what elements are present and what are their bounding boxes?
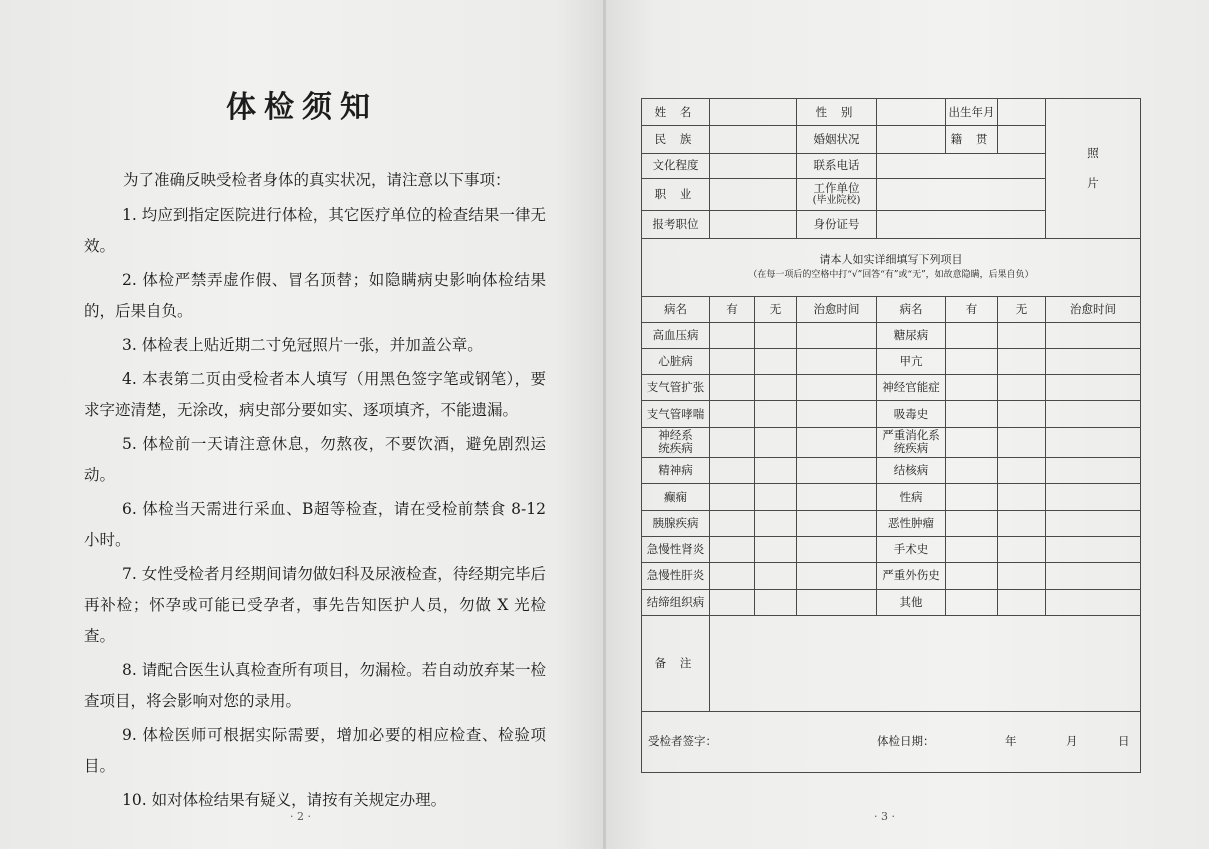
label-birth: 出生年月	[946, 99, 998, 126]
no-cell[interactable]	[755, 401, 797, 427]
cure-time-cell[interactable]	[1046, 510, 1141, 536]
disease-name: 胰腺疾病	[642, 510, 710, 536]
header-no: 无	[998, 297, 1046, 322]
cure-time-cell[interactable]	[797, 401, 877, 427]
no-cell[interactable]	[755, 458, 797, 484]
no-cell[interactable]	[998, 563, 1046, 589]
signature-row	[642, 712, 1141, 773]
disease-row	[642, 401, 1141, 427]
notice-title: 体检须知	[226, 90, 378, 125]
yes-cell[interactable]	[946, 375, 998, 401]
no-cell[interactable]	[755, 484, 797, 510]
workplace-sub-label: (毕业院校)	[812, 195, 861, 207]
signature-label: 受检者签字：	[648, 734, 717, 749]
disease-row	[642, 510, 1141, 536]
disease-name: 精神病	[642, 458, 710, 484]
cure-time-cell[interactable]	[797, 563, 877, 589]
phone-field[interactable]	[877, 153, 1046, 178]
notice-item: 6. 体检当天需进行采血、B超等检查，请在受检前禁食 8-12 小时。	[84, 500, 546, 549]
disease-row	[642, 563, 1141, 589]
disease-name: 严重消化系统疾病	[877, 427, 946, 457]
medical-exam-form	[641, 98, 1141, 773]
cure-time-cell[interactable]	[1046, 401, 1141, 427]
no-cell[interactable]	[998, 484, 1046, 510]
left-page	[0, 0, 604, 849]
cure-time-cell[interactable]	[797, 375, 877, 401]
disease-name: 急慢性肝炎	[642, 563, 710, 589]
no-cell[interactable]	[998, 510, 1046, 536]
header-disease: 病名	[877, 297, 946, 322]
disease-row	[642, 458, 1141, 484]
cure-time-cell[interactable]	[1046, 589, 1141, 615]
disease-name: 性病	[877, 484, 946, 510]
workplace-label: 工作单位	[813, 181, 860, 196]
disease-row	[642, 348, 1141, 374]
label-ethnicity: 民 族	[642, 126, 710, 153]
yes-cell[interactable]	[946, 563, 998, 589]
no-cell[interactable]	[755, 375, 797, 401]
label-id-number: 身份证号	[797, 211, 877, 238]
yes-cell[interactable]	[710, 563, 755, 589]
cure-time-cell[interactable]	[1046, 484, 1141, 510]
cure-time-cell[interactable]	[797, 589, 877, 615]
no-cell[interactable]	[998, 401, 1046, 427]
no-cell[interactable]	[755, 510, 797, 536]
disease-name: 恶性肿瘤	[877, 510, 946, 536]
no-cell[interactable]	[755, 563, 797, 589]
instruction-text: 请本人如实详细填写下列项目	[819, 252, 963, 266]
yes-cell[interactable]	[946, 401, 998, 427]
notice-item: 7. 女性受检者月经期间请勿做妇科及尿液检查，待经期完毕后再补检；怀孕或可能已受孕者，事先告知医护人员，勿做 X 光检查。	[84, 565, 546, 645]
no-cell[interactable]	[755, 427, 797, 457]
yes-cell[interactable]	[710, 484, 755, 510]
notice-intro: 为了准确反映受检者身体的真实状况，请注意以下事项：	[123, 171, 511, 189]
native-field[interactable]	[998, 126, 1046, 153]
no-cell[interactable]	[998, 322, 1046, 348]
header-yes: 有	[710, 297, 755, 322]
cure-time-cell[interactable]	[1046, 375, 1141, 401]
cure-time-cell[interactable]	[1046, 322, 1141, 348]
disease-name: 支气管扩张	[642, 375, 710, 401]
disease-name: 神经系统疾病	[642, 427, 710, 457]
disease-name: 癫痫	[642, 484, 710, 510]
yes-cell[interactable]	[946, 322, 998, 348]
occupation-field[interactable]	[710, 178, 797, 210]
disease-name: 严重外伤史	[877, 563, 946, 589]
yes-cell[interactable]	[946, 589, 998, 615]
notice-item: 3. 体检表上贴近期二寸免冠照片一张，并加盖公章。	[122, 336, 483, 354]
disease-row	[642, 589, 1141, 615]
photo-label-2: 片	[1087, 176, 1099, 191]
yes-cell[interactable]	[710, 458, 755, 484]
day-label: 日	[1118, 734, 1130, 749]
yes-cell[interactable]	[710, 348, 755, 374]
gender-field[interactable]	[877, 99, 946, 126]
yes-cell[interactable]	[710, 510, 755, 536]
label-native: 籍 贯	[946, 126, 998, 153]
label-gender: 性 别	[797, 99, 877, 126]
disease-name: 高血压病	[642, 322, 710, 348]
notice-item: 10. 如对体检结果有疑义，请按有关规定办理。	[122, 791, 447, 809]
no-cell[interactable]	[998, 537, 1046, 563]
disease-row	[642, 484, 1141, 510]
no-cell[interactable]	[755, 348, 797, 374]
notice-item: 8. 请配合医生认真检查所有项目，勿漏检。若自动放弃某一检查项目，将会影响对您的录用。	[84, 661, 546, 710]
disease-row	[642, 322, 1141, 348]
header-cure-time: 治愈时间	[797, 297, 877, 322]
disease-name: 结核病	[877, 458, 946, 484]
label-workplace	[797, 178, 877, 210]
disease-name: 其他	[877, 589, 946, 615]
no-cell[interactable]	[755, 537, 797, 563]
disease-name: 心脏病	[642, 348, 710, 374]
no-cell[interactable]	[998, 375, 1046, 401]
instruction-row	[642, 238, 1141, 297]
yes-cell[interactable]	[946, 484, 998, 510]
cure-time-cell[interactable]	[797, 348, 877, 374]
cure-time-cell[interactable]	[797, 458, 877, 484]
ethnicity-field[interactable]	[710, 126, 797, 153]
disease-row	[642, 427, 1141, 457]
birth-field[interactable]	[998, 99, 1046, 126]
notice-item: 1. 均应到指定医院进行体检，其它医疗单位的检查结果一律无效。	[84, 206, 546, 255]
no-cell[interactable]	[998, 589, 1046, 615]
yes-cell[interactable]	[710, 375, 755, 401]
disease-name: 急慢性肾炎	[642, 537, 710, 563]
cure-time-cell[interactable]	[797, 510, 877, 536]
cure-time-cell[interactable]	[797, 537, 877, 563]
header-cure-time: 治愈时间	[1046, 297, 1141, 322]
education-field[interactable]	[710, 153, 797, 178]
marital-field[interactable]	[877, 126, 946, 153]
disease-name: 吸毒史	[877, 401, 946, 427]
disease-name: 支气管哮喘	[642, 401, 710, 427]
notice-item: 9. 体检医师可根据实际需要，增加必要的相应检查、检验项目。	[84, 726, 546, 775]
photo-area	[1046, 99, 1141, 239]
remarks-field[interactable]	[710, 615, 1141, 711]
no-cell[interactable]	[755, 589, 797, 615]
disease-row	[642, 375, 1141, 401]
cure-time-cell[interactable]	[797, 427, 877, 457]
label-position: 报考职位	[642, 211, 710, 238]
yes-cell[interactable]	[710, 589, 755, 615]
cure-time-cell[interactable]	[1046, 348, 1141, 374]
yes-cell[interactable]	[710, 537, 755, 563]
label-education: 文化程度	[642, 153, 710, 178]
yes-cell[interactable]	[946, 458, 998, 484]
yes-cell[interactable]	[946, 427, 998, 457]
yes-cell[interactable]	[946, 348, 998, 374]
cure-time-cell[interactable]	[1046, 458, 1141, 484]
notice-item: 4. 本表第二页由受检者本人填写（用黑色签字笔或钢笔），要求字迹清楚，无涂改，病史部分要如实、逐项填齐，不能遗漏。	[84, 370, 546, 419]
exam-date-label: 体检日期：	[877, 734, 935, 749]
yes-cell[interactable]	[946, 510, 998, 536]
position-field[interactable]	[710, 211, 797, 238]
disease-name: 神经官能症	[877, 375, 946, 401]
label-name: 姓 名	[642, 99, 710, 126]
header-no: 无	[755, 297, 797, 322]
month-label: 月	[1066, 734, 1078, 749]
yes-cell[interactable]	[710, 401, 755, 427]
notice-list	[84, 200, 546, 819]
yes-cell[interactable]	[946, 537, 998, 563]
cure-time-cell[interactable]	[797, 322, 877, 348]
yes-cell[interactable]	[710, 427, 755, 457]
cure-time-cell[interactable]	[1046, 537, 1141, 563]
label-marital: 婚姻状况	[797, 126, 877, 153]
instruction-subtext: （在每一项后的空格中打“√”回答“有”或“无”，如故意隐瞒，后果自负）	[748, 269, 1034, 280]
disease-name: 糖尿病	[877, 322, 946, 348]
cure-time-cell[interactable]	[1046, 427, 1141, 457]
disease-name: 手术史	[877, 537, 946, 563]
header-disease: 病名	[642, 297, 710, 322]
no-cell[interactable]	[998, 348, 1046, 374]
disease-name: 结缔组织病	[642, 589, 710, 615]
disease-row	[642, 537, 1141, 563]
photo-label: 照	[1087, 146, 1099, 161]
label-phone: 联系电话	[797, 153, 877, 178]
header-yes: 有	[946, 297, 998, 322]
page-number-left: · 2 ·	[290, 810, 311, 823]
label-remarks: 备 注	[642, 615, 710, 711]
year-label: 年	[1005, 734, 1017, 749]
notice-item: 5. 体检前一天请注意休息，勿熬夜，不要饮酒，避免剧烈运动。	[84, 435, 546, 484]
label-occupation: 职 业	[642, 178, 710, 210]
notice-item: 2. 体检严禁弄虚作假、冒名顶替；如隐瞒病史影响体检结果的，后果自负。	[84, 271, 546, 320]
workplace-field[interactable]	[877, 178, 1046, 210]
no-cell[interactable]	[998, 458, 1046, 484]
no-cell[interactable]	[998, 427, 1046, 457]
no-cell[interactable]	[755, 322, 797, 348]
page-number-right: · 3 ·	[874, 810, 895, 823]
yes-cell[interactable]	[710, 322, 755, 348]
id-number-field[interactable]	[877, 211, 1046, 238]
name-field[interactable]	[710, 99, 797, 126]
cure-time-cell[interactable]	[797, 484, 877, 510]
disease-name: 甲亢	[877, 348, 946, 374]
cure-time-cell[interactable]	[1046, 563, 1141, 589]
